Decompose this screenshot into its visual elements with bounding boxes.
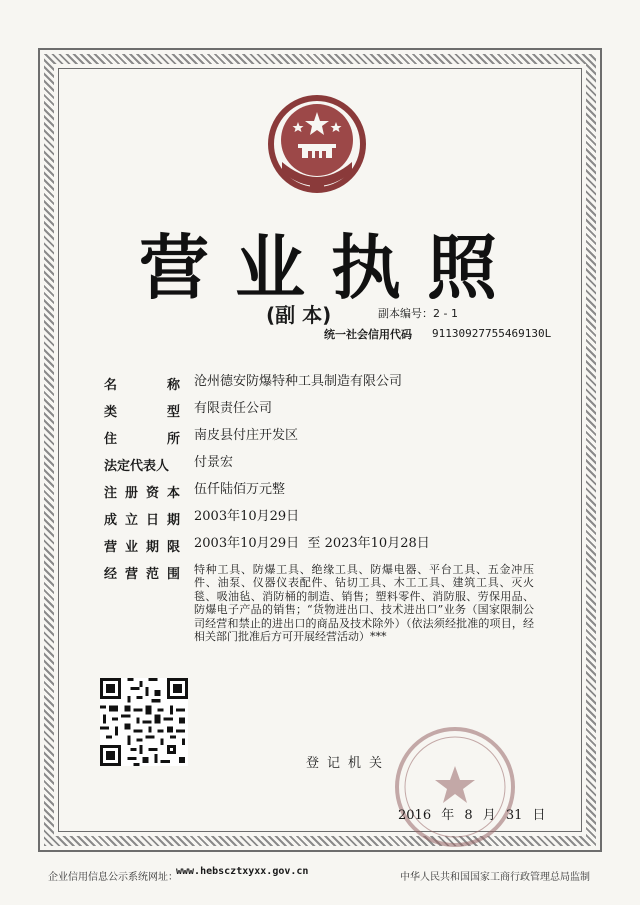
field-label: 营 业 期 限 [104, 540, 180, 555]
credit-code-label: 统一社会信用代码 [324, 328, 412, 341]
established-date: 2003年10月29日 [194, 509, 300, 524]
credit-code-value: 91130927755469130L [432, 327, 552, 340]
field-established [104, 509, 544, 536]
field-name [104, 374, 544, 401]
field-label: 成 立 日 期 [104, 513, 180, 528]
field-type [104, 401, 544, 428]
footer-site-label: 企业信用信息公示系统网址： [48, 872, 178, 883]
field-representative [104, 455, 544, 482]
registration-authority: 登记机关 [306, 756, 391, 771]
field-label: 类 型 [104, 405, 180, 420]
legal-representative: 付景宏 [194, 455, 234, 470]
qr-code-icon [100, 678, 188, 766]
company-type: 有限责任公司 [194, 401, 273, 416]
business-scope: 特种工具、防爆工具、绝缘工具、防爆电器、平台工具、五金冲压件、油泵、仪器仪表配件、钻切工具、木工工具、建筑工具、灭火毯、吸油毡、消防桶的制造、销售；塑料零件、消防服、劳保用品、防爆电子产品的销售；“货物进出口、技术进出口”业务（国家限制公司经营和禁止的进出口的商品及技术除外）（依法须经批准的项目，经相关部门批准后方可开展经营活动）*** [194, 563, 534, 644]
national-emblem-icon [262, 92, 372, 202]
field-address [104, 428, 544, 455]
license-fields [104, 374, 544, 673]
field-label: 名 称 [104, 378, 180, 393]
page-title: 营业执照 [139, 227, 523, 309]
field-scope [104, 563, 544, 673]
registered-capital: 伍仟陆佰万元整 [194, 482, 286, 497]
field-capital [104, 482, 544, 509]
copy-label: (副 本) [266, 303, 332, 327]
company-address: 南皮县付庄开发区 [194, 428, 299, 443]
business-term: 2003年10月29日 至 2023年10月28日 [194, 536, 430, 551]
field-term [104, 536, 544, 563]
company-name: 沧州德安防爆特种工具制造有限公司 [194, 374, 403, 389]
footer-issuer: 中华人民共和国国家工商行政管理总局监制 [400, 872, 590, 883]
field-label: 法定代表人 [104, 459, 170, 474]
copy-number: 副本编号：2 - 1 [378, 307, 458, 320]
field-label: 住 所 [104, 432, 180, 447]
field-label: 经 营 范 围 [104, 567, 180, 582]
footer-url[interactable]: www.hebscztxyxx.gov.cn [176, 866, 309, 877]
issue-date: 2016 年 8 月 31 日 [398, 808, 546, 823]
field-label: 注 册 资 本 [104, 486, 180, 501]
official-seal-icon [390, 722, 520, 852]
